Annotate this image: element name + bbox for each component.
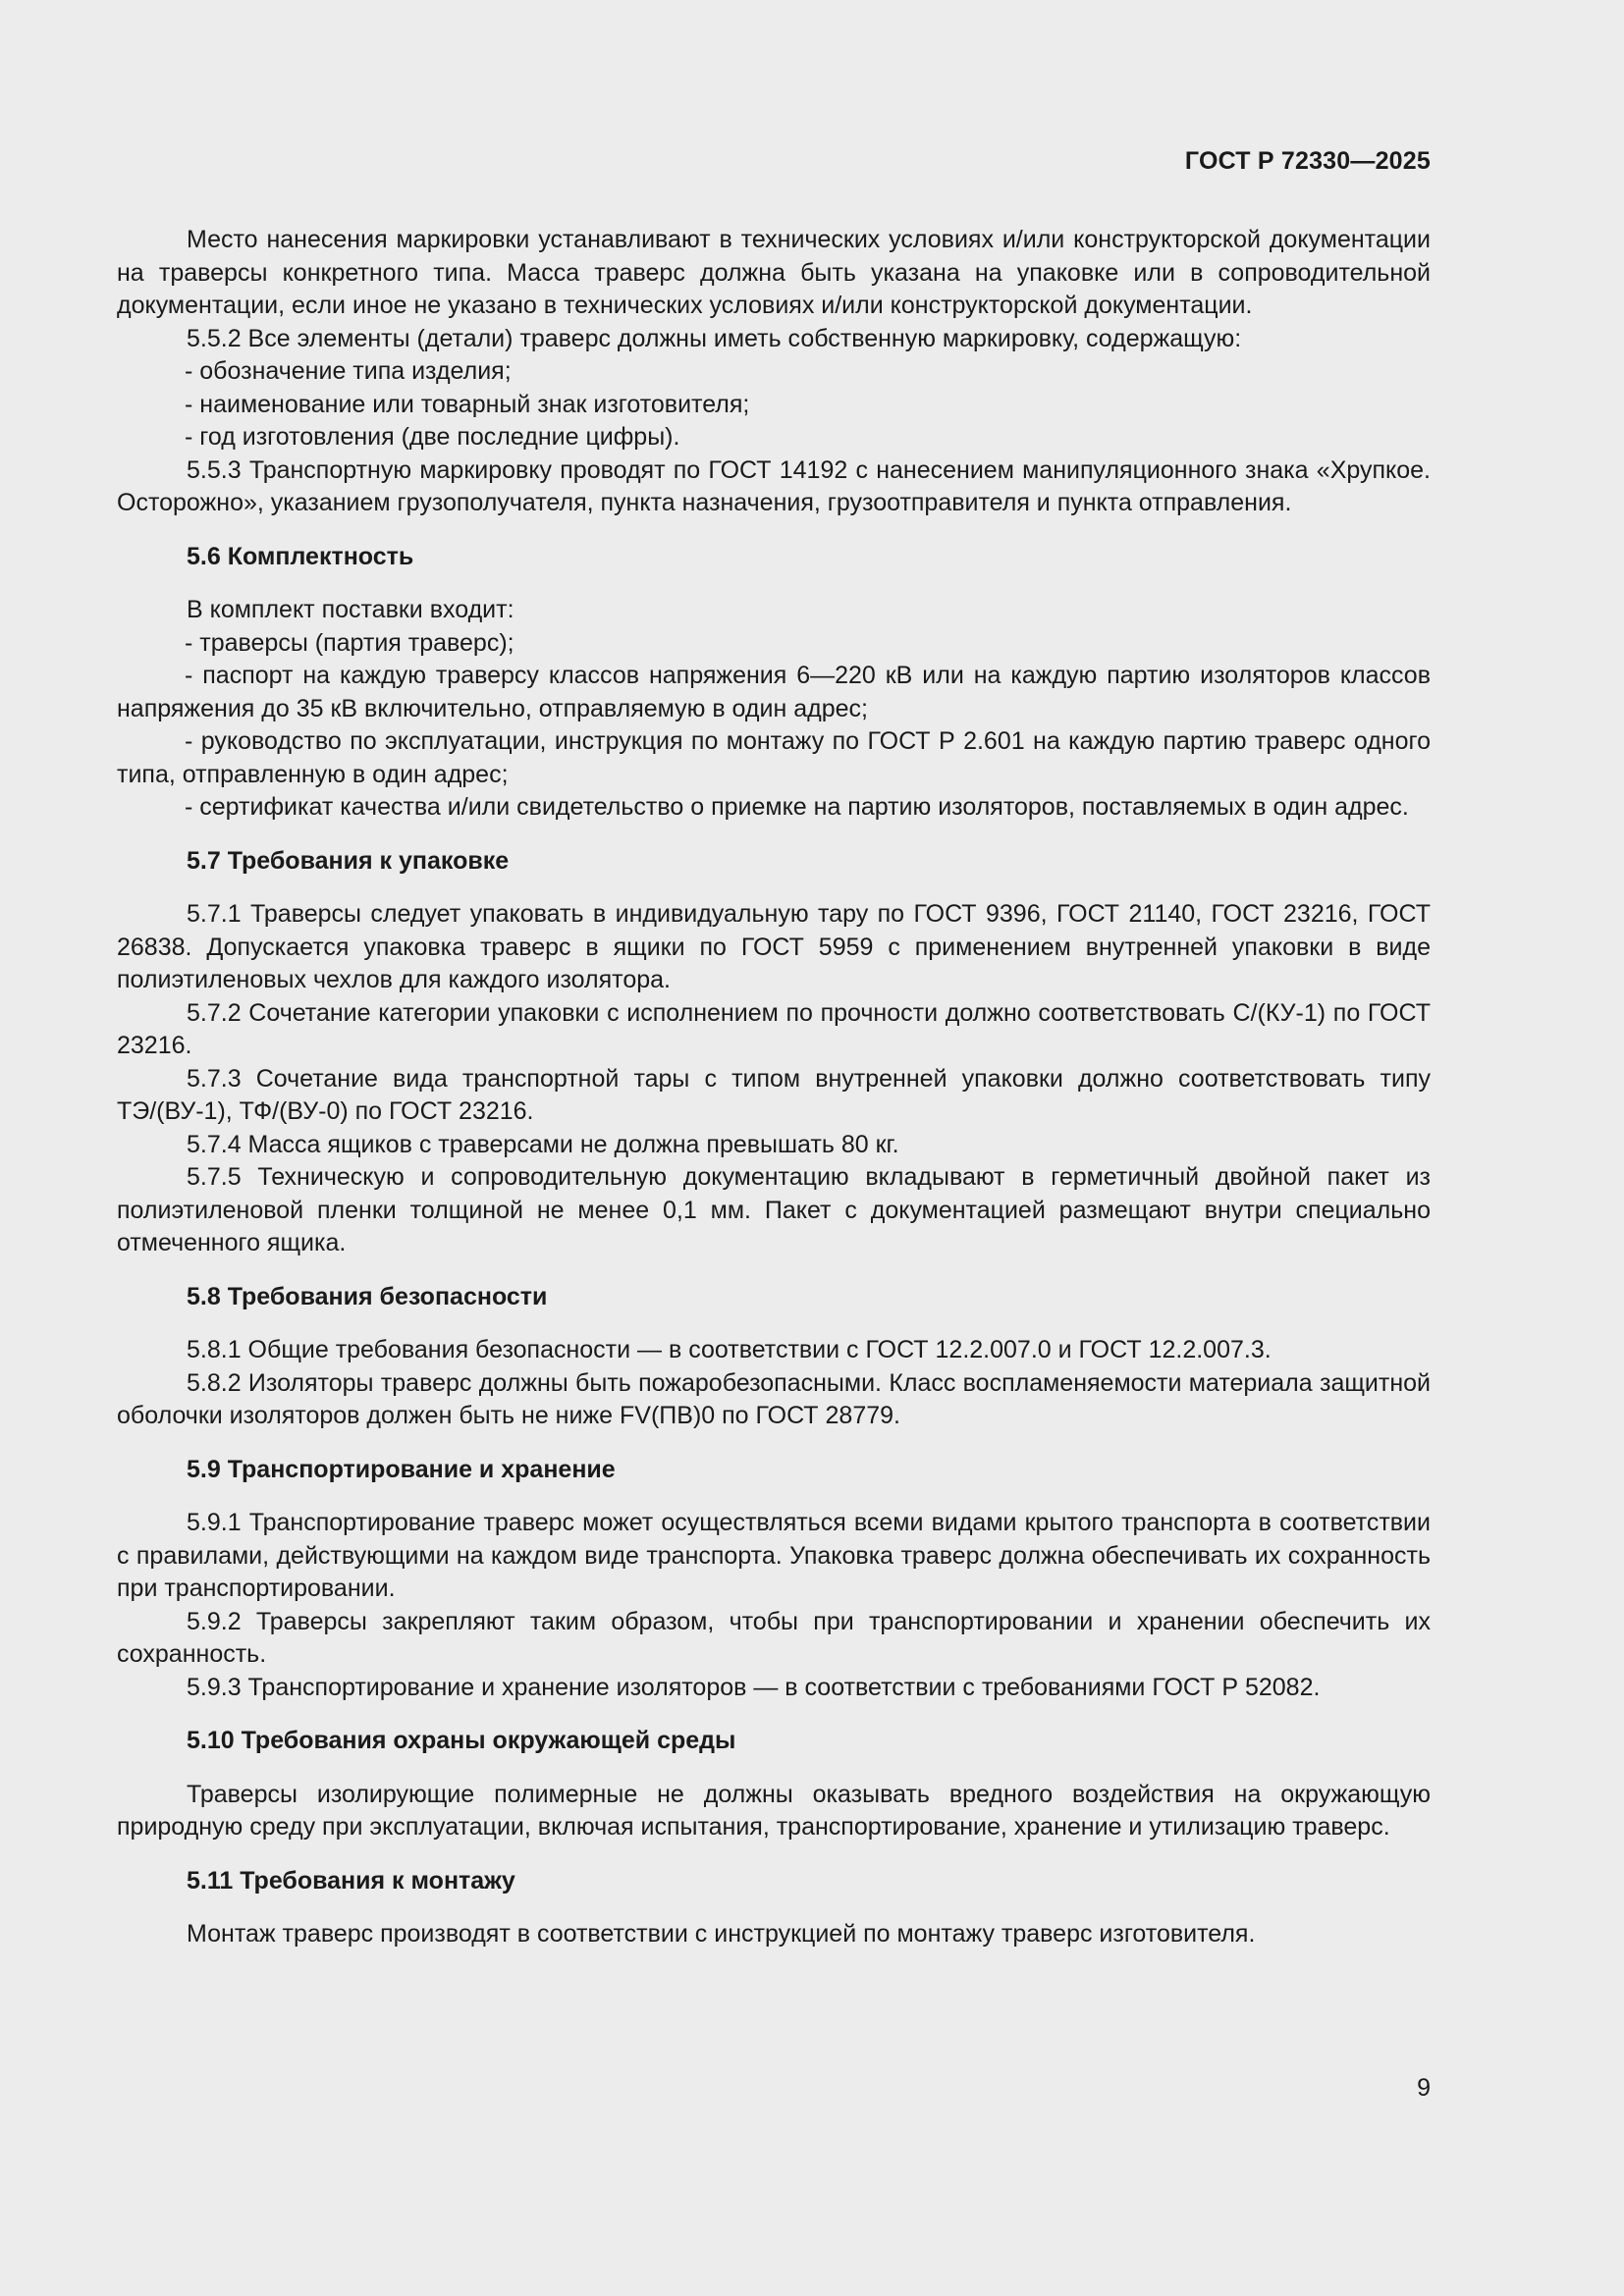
page-number: 9 xyxy=(1417,2074,1431,2102)
paragraph-5-6-intro: В комплект поставки входит: xyxy=(187,596,514,623)
paragraph-5-7-3: 5.7.3 Сочетание вида транспортной тары с типом внутренней упаковки должно соответствовать типу ТЭ/(ВУ-1), ТФ/(ВУ-0) по ГОСТ 23216. xyxy=(117,1064,1431,1125)
list-item: - обозначение типа изделия; xyxy=(185,357,512,385)
list-item: - руководство по эксплуатации, инструкция по монтажу по ГОСТ Р 2.601 на каждую партию траверс одного типа, отправленную в один адрес; xyxy=(117,727,1431,788)
paragraph-5-9-1: 5.9.1 Транспортирование траверс может осуществляться всеми видами крытого транспорта в соответствии с правилами, действующими на каждом виде транспорта. Упаковка траверс должна обеспечивать их сохранность при транспортировании. xyxy=(117,1509,1431,1602)
paragraph-5-8-2: 5.8.2 Изоляторы траверс должны быть пожаробезопасными. Класс воспламеняемости материала защитной оболочки изоляторов должен быть не ниже FV(ПВ)0 по ГОСТ 28779. xyxy=(117,1368,1431,1429)
paragraph-5-11: Монтаж траверс производят в соответствии с инструкцией по монтажу траверс изготовителя. xyxy=(187,1920,1256,1948)
paragraph-marking-place: Место нанесения маркировки устанавливают в технических условиях и/или конструкторской документации на траверсы конкретного типа. Масса траверс должна быть указана на упаковке или в сопроводительной документации, если иное не указано в технических условиях и/или конструкторской документации. xyxy=(117,226,1431,319)
document-body xyxy=(117,224,1431,1951)
section-heading-5-6: 5.6 Комплектность xyxy=(187,542,414,570)
list-item: - траверсы (партия траверс); xyxy=(185,628,514,657)
paragraph-5-7-2: 5.7.2 Сочетание категории упаковки с исполнением по прочности должно соответствовать С/(КУ-1) по ГОСТ 23216. xyxy=(117,998,1431,1059)
document-code-header: ГОСТ Р 72330—2025 xyxy=(1184,147,1431,175)
paragraph-5-10: Траверсы изолирующие полимерные не должны оказывать вредного воздействия на окружающую природную среду при эксплуатации, включая испытания, транспортирование, хранение и утилизацию траверс. xyxy=(117,1780,1431,1841)
section-heading-5-9: 5.9 Транспортирование и хранение xyxy=(187,1455,616,1483)
paragraph-5-7-4: 5.7.4 Масса ящиков с траверсами не должна превышать 80 кг. xyxy=(187,1130,899,1158)
section-heading-5-10: 5.10 Требования охраны окружающей среды xyxy=(187,1727,736,1754)
section-heading-5-11: 5.11 Требования к монтажу xyxy=(187,1866,515,1895)
paragraph-5-5-2: 5.5.2 Все элементы (детали) траверс должны иметь собственную маркировку, содержащую: xyxy=(187,324,1242,352)
list-item: - паспорт на каждую траверсу классов напряжения 6—220 кВ или на каждую партию изоляторов классов напряжения до 35 кВ включительно, отправляемую в один адрес; xyxy=(117,662,1431,722)
list-item: - сертификат качества и/или свидетельство о приемке на партию изоляторов, поставляемых в один адрес. xyxy=(185,793,1409,821)
paragraph-5-8-1: 5.8.1 Общие требования безопасности — в соответствии с ГОСТ 12.2.007.0 и ГОСТ 12.2.007.3. xyxy=(187,1336,1272,1363)
paragraph-5-7-1: 5.7.1 Траверсы следует упаковать в индивидуальную тару по ГОСТ 9396, ГОСТ 21140, ГОСТ 23216, ГОСТ 26838. Допускается упаковка траверс в ящики по ГОСТ 5959 с применением внутренней упаковки в виде полиэтиленовых чехлов для каждого изолятора. xyxy=(117,900,1431,993)
paragraph-5-9-2: 5.9.2 Траверсы закрепляют таким образом, чтобы при транспортировании и хранении обеспечить их сохранность. xyxy=(117,1607,1431,1668)
paragraph-5-9-3: 5.9.3 Транспортирование и хранение изоляторов — в соответствии с требованиями ГОСТ Р 52082. xyxy=(187,1673,1321,1701)
list-item: - наименование или товарный знак изготовителя; xyxy=(185,390,750,418)
paragraph-5-5-3: 5.5.3 Транспортную маркировку проводят по ГОСТ 14192 с нанесением манипуляционного знака «Хрупкое. Осторожно», указанием грузополучателя, пункта назначения, грузоотправителя и пункта отправления. xyxy=(117,455,1431,516)
paragraph-5-7-5: 5.7.5 Техническую и сопроводительную документацию вкладывают в герметичный двойной пакет из полиэтиленовой пленки толщиной не менее 0,1 мм. Пакет с документацией размещают внутри специально отмеченного ящика. xyxy=(117,1163,1431,1256)
section-heading-5-7: 5.7 Требования к упаковке xyxy=(187,846,510,875)
list-item: - год изготовления (две последние цифры). xyxy=(185,423,680,451)
section-heading-5-8: 5.8 Требования безопасности xyxy=(187,1282,548,1310)
